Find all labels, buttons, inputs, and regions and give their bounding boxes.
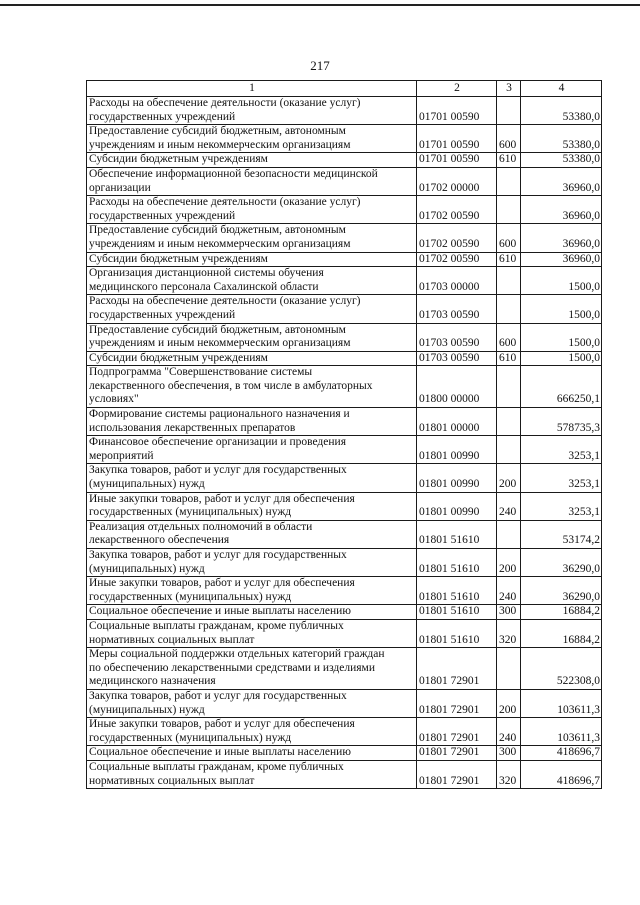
row-code: 01801 00990: [417, 436, 497, 464]
row-name: Иные закупки товаров, работ и услуг для обеспечения государственных (муниципальных) нужд: [87, 492, 417, 520]
row-amount: 3253,1: [521, 464, 602, 492]
row-amount: 522308,0: [521, 648, 602, 690]
budget-table: [86, 80, 602, 789]
page-top-rule: [0, 4, 640, 6]
row-code: 01801 51610: [417, 520, 497, 548]
header-col-2: 2: [417, 81, 497, 97]
row-name: Закупка товаров, работ и услуг для государственных (муниципальных) нужд: [87, 689, 417, 717]
row-name: Предоставление субсидий бюджетным, автономным учреждениям и иным некоммерческим организациям: [87, 224, 417, 252]
row-name: Реализация отдельных полномочий в области лекарственного обеспечения: [87, 520, 417, 548]
row-name: Социальное обеспечение и иные выплаты населению: [87, 746, 417, 761]
row-name: Расходы на обеспечение деятельности (оказание услуг) государственных учреждений: [87, 196, 417, 224]
row-amount: 53380,0: [521, 125, 602, 153]
row-type: [497, 366, 521, 408]
table-row: [87, 224, 602, 252]
row-amount: 36960,0: [521, 252, 602, 267]
row-type: 320: [497, 760, 521, 788]
row-name: Подпрограмма "Совершенствование системы лекарственного обеспечения, в том числе в амбулаторных условиях": [87, 366, 417, 408]
row-name: Закупка товаров, работ и услуг для государственных (муниципальных) нужд: [87, 464, 417, 492]
row-name: Предоставление субсидий бюджетным, автономным учреждениям и иным некоммерческим организациям: [87, 323, 417, 351]
row-type: 600: [497, 125, 521, 153]
row-type: [497, 520, 521, 548]
row-type: 320: [497, 619, 521, 647]
table-row: [87, 619, 602, 647]
row-amount: 36960,0: [521, 167, 602, 195]
row-amount: 36290,0: [521, 549, 602, 577]
row-code: 01801 00990: [417, 464, 497, 492]
row-code: 01800 00000: [417, 366, 497, 408]
row-name: Предоставление субсидий бюджетным, автономным учреждениям и иным некоммерческим организациям: [87, 125, 417, 153]
table-row: [87, 153, 602, 168]
row-code: 01701 00590: [417, 97, 497, 125]
row-type: 300: [497, 605, 521, 620]
row-amount: 578735,3: [521, 408, 602, 436]
row-amount: 16884,2: [521, 605, 602, 620]
row-amount: 3253,1: [521, 436, 602, 464]
row-name: Социальные выплаты гражданам, кроме публичных нормативных социальных выплат: [87, 760, 417, 788]
row-amount: 103611,3: [521, 689, 602, 717]
row-code: 01801 00000: [417, 408, 497, 436]
row-amount: 1500,0: [521, 295, 602, 323]
row-amount: 36960,0: [521, 224, 602, 252]
table-row: [87, 125, 602, 153]
row-code: 01703 00590: [417, 323, 497, 351]
row-type: [497, 436, 521, 464]
row-amount: 53174,2: [521, 520, 602, 548]
table-row: [87, 295, 602, 323]
row-name: Иные закупки товаров, работ и услуг для обеспечения государственных (муниципальных) нужд: [87, 577, 417, 605]
row-type: 600: [497, 224, 521, 252]
row-code: 01801 51610: [417, 549, 497, 577]
row-code: 01703 00000: [417, 267, 497, 295]
row-name: Расходы на обеспечение деятельности (оказание услуг) государственных учреждений: [87, 97, 417, 125]
row-type: 300: [497, 746, 521, 761]
row-code: 01801 72901: [417, 760, 497, 788]
table-row: [87, 605, 602, 620]
table-row: [87, 97, 602, 125]
header-col-3: 3: [497, 81, 521, 97]
table-row: [87, 267, 602, 295]
row-type: 610: [497, 351, 521, 366]
row-type: 240: [497, 718, 521, 746]
row-amount: 36290,0: [521, 577, 602, 605]
table-row: [87, 760, 602, 788]
row-code: 01703 00590: [417, 351, 497, 366]
table-row: [87, 492, 602, 520]
row-type: [497, 196, 521, 224]
table-row: [87, 746, 602, 761]
table-row: [87, 464, 602, 492]
row-name: Финансовое обеспечение организации и проведения мероприятий: [87, 436, 417, 464]
row-amount: 666250,1: [521, 366, 602, 408]
row-name: Формирование системы рационального назначения и использования лекарственных препаратов: [87, 408, 417, 436]
table-row: [87, 549, 602, 577]
row-name: Расходы на обеспечение деятельности (оказание услуг) государственных учреждений: [87, 295, 417, 323]
table-body: [87, 97, 602, 789]
table-row: [87, 252, 602, 267]
header-col-1: 1: [87, 81, 417, 97]
row-amount: 16884,2: [521, 619, 602, 647]
row-name: Меры социальной поддержки отдельных категорий граждан по обеспечению лекарственными средствами и изделиями медицинского назначения: [87, 648, 417, 690]
row-type: [497, 97, 521, 125]
row-type: 610: [497, 153, 521, 168]
table-row: [87, 366, 602, 408]
row-amount: 103611,3: [521, 718, 602, 746]
page-number: 217: [310, 58, 330, 73]
table-row: [87, 520, 602, 548]
table-row: [87, 408, 602, 436]
row-amount: 1500,0: [521, 351, 602, 366]
row-name: Закупка товаров, работ и услуг для государственных (муниципальных) нужд: [87, 549, 417, 577]
row-name: Социальное обеспечение и иные выплаты населению: [87, 605, 417, 620]
row-type: 200: [497, 464, 521, 492]
row-name: Социальные выплаты гражданам, кроме публичных нормативных социальных выплат: [87, 619, 417, 647]
table-row: [87, 577, 602, 605]
table-row: [87, 436, 602, 464]
row-code: 01801 51610: [417, 619, 497, 647]
row-type: [497, 295, 521, 323]
row-code: 01701 00590: [417, 153, 497, 168]
row-code: 01801 72901: [417, 746, 497, 761]
row-amount: 1500,0: [521, 267, 602, 295]
header-col-4: 4: [521, 81, 602, 97]
row-amount: 36960,0: [521, 196, 602, 224]
row-code: 01702 00590: [417, 252, 497, 267]
row-code: 01801 51610: [417, 577, 497, 605]
row-amount: 1500,0: [521, 323, 602, 351]
row-name: Иные закупки товаров, работ и услуг для обеспечения государственных (муниципальных) нужд: [87, 718, 417, 746]
row-type: [497, 267, 521, 295]
row-name: Обеспечение информационной безопасности медицинской организации: [87, 167, 417, 195]
row-amount: 3253,1: [521, 492, 602, 520]
row-type: 240: [497, 492, 521, 520]
row-type: 200: [497, 549, 521, 577]
row-amount: 53380,0: [521, 153, 602, 168]
row-code: 01801 51610: [417, 605, 497, 620]
row-amount: 418696,7: [521, 760, 602, 788]
table-row: [87, 323, 602, 351]
row-type: 610: [497, 252, 521, 267]
row-name: Субсидии бюджетным учреждениям: [87, 252, 417, 267]
row-code: 01702 00590: [417, 224, 497, 252]
table-row: [87, 718, 602, 746]
row-code: 01702 00590: [417, 196, 497, 224]
row-name: Субсидии бюджетным учреждениям: [87, 351, 417, 366]
row-type: 600: [497, 323, 521, 351]
row-type: [497, 167, 521, 195]
header-row: [87, 81, 602, 97]
row-name: Организация дистанционной системы обучения медицинского персонала Сахалинской области: [87, 267, 417, 295]
row-code: 01801 00990: [417, 492, 497, 520]
row-code: 01701 00590: [417, 125, 497, 153]
row-name: Субсидии бюджетным учреждениям: [87, 153, 417, 168]
row-amount: 53380,0: [521, 97, 602, 125]
table-row: [87, 689, 602, 717]
row-type: 240: [497, 577, 521, 605]
row-code: 01702 00000: [417, 167, 497, 195]
table-row: [87, 351, 602, 366]
table-row: [87, 196, 602, 224]
row-type: [497, 408, 521, 436]
row-code: 01703 00590: [417, 295, 497, 323]
row-code: 01801 72901: [417, 689, 497, 717]
row-type: 200: [497, 689, 521, 717]
table-row: [87, 167, 602, 195]
table-row: [87, 648, 602, 690]
row-amount: 418696,7: [521, 746, 602, 761]
row-type: [497, 648, 521, 690]
row-code: 01801 72901: [417, 648, 497, 690]
row-code: 01801 72901: [417, 718, 497, 746]
